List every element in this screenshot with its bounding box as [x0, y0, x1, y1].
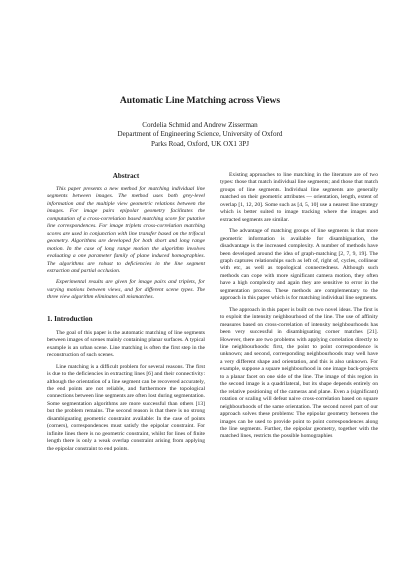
author-block — [0, 121, 400, 149]
intro-paragraph-5: The approach in this paper is built on two novel ideas. The first is to exploit the intensity neighbourhood of the line. The use of affinity measures based on cross-correlation of intensity neighbourhoods has been very successful in disambiguating corner matches [21]. However, there are two problems with applying correlation directly to line neighbourhoods: first, the point to point correspondence is unknown; and second, corresponding neighbourhoods may well have a very different shape and orientation, and this is also unknown. For example, suppose a square neighbourhood in one image back-projects to a planar facet on one side of the line. The image of this region in the second image is a quadrilateral, but its shape depends entirely on the relative positioning of the cameras and plane. Even a (significant) rotation or scaling will defeat naive cross-correlation based on square neighbourhoods of the same orientation. The second novel part of our approach solves these problems: The epipolar geometry between the images can be used to provide point to point correspondences along the line segments. Further, the epipolar geometry, together with the matched lines, restricts the possible homographies — [220, 306, 378, 440]
abstract-heading: Abstract — [112, 172, 140, 180]
paper-header — [0, 95, 400, 149]
author-address: Parks Road, Oxford, UK OX1 3PJ — [151, 139, 249, 148]
intro-paragraph-2: Line matching is a difficult problem for several reasons. The first is due to the deficiencies in extracting lines [6] and their connectivity: although the orientation of a line segment can be recovered accurately, the end points are not reliable, and furthermore the topological connections between line segments are often lost during segmentation. Some segmentation algorithms are more successful than others [13] but the problem remains. The second reason is that there is no strong disambiguating geometric constraint available: In the case of points (corners), correspondences must satisfy the epipolar constraint. For infinite lines there is no geometric constraint, whilst for lines of finite length there is only a weak overlap constraint arising from applying the epipolar constraint to end points. — [47, 363, 205, 452]
section-1-heading: 1. Introduction — [47, 314, 93, 323]
right-column — [220, 172, 378, 441]
author-names: Cordelia Schmid and Andrew Zisserman — [142, 121, 258, 129]
abstract-paragraph-1: This paper presents a new method for matching individual line segments between images. The method uses both grey-level information and the multiple view geometric relations between the images. For image pairs epipolar geometry facilitates the computation of a cross-correlation based matching score for putative line correspondences. For image triplets cross-correlation matching scores are used in conjunction with line transfer based on the trifocal geometry. Algorithms are developed for both short and long range motion. In the case of long range motion the algorithm involves evaluating a one parameter family of plane induced homographies. The algorithms are robust to deficiencies in the line segment extraction and partial occlusion. — [47, 186, 205, 274]
intro-paragraph-3: Existing approaches to line matching in the literature are of two types: those that match individual line segments; and those that match groups of line segments. Individual line segments are generally matched on their geometric attributes — orientation, length, extent of overlap [1, 12, 20]. Some such as [4, 5, 10] use a nearest line strategy which is better suited to image tracking where the images and extracted segments are similar. — [220, 172, 378, 223]
abstract-paragraph-2: Experimental results are given for image pairs and triplets, for varying motions between views, and for different scene types. The three view algorithm eliminates all mismatches. — [47, 279, 205, 301]
author-affiliation: Department of Engineering Science, University of Oxford — [117, 130, 283, 139]
left-column — [47, 172, 205, 453]
intro-paragraph-1: The goal of this paper is the automatic matching of line segments between images of scenes mainly containing planar surfaces. A typical example is an urban scene. Line matching is often the first step in the reconstruction of such scenes. — [47, 329, 205, 359]
intro-paragraph-4: The advantage of matching groups of line segments is that more geometric information is available for disambiguation, the disadvantage is the increased complexity. A number of methods have been developed around the idea of graph-matching [2, 7, 9, 19]. The graph captures relationships such as left of, right of, cycles, collinear with etc, as well as topological connectedness. Although such methods can cope with more significant camera motion, they often have a high complexity and again they are sensitive to error in the segmentation process. These methods are complementary to the approach in this paper which is for matching individual line segments. — [220, 228, 378, 302]
paper-title: Automatic Line Matching across Views — [119, 95, 281, 106]
